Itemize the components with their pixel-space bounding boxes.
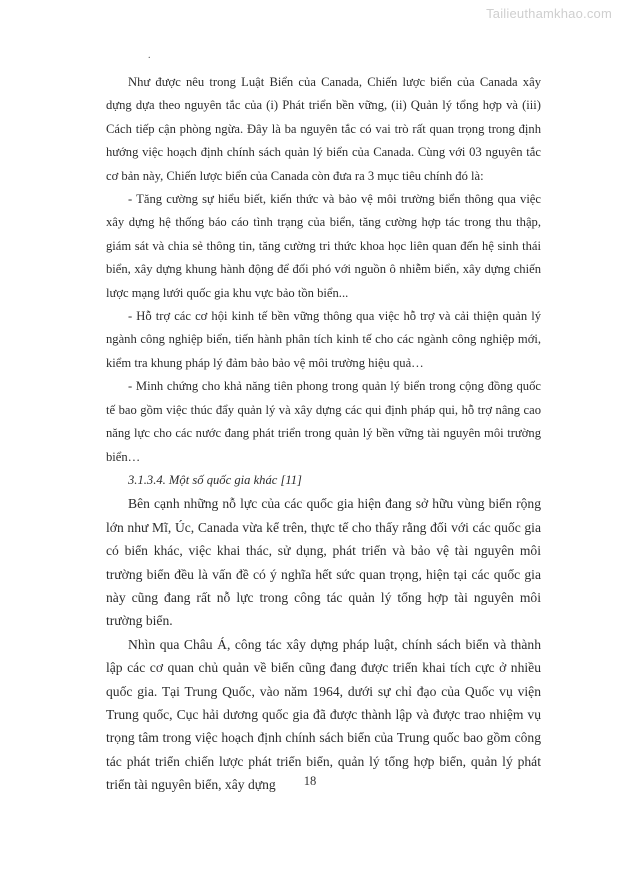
stray-mark: . (148, 50, 151, 61)
watermark-text: Tailieuthamkhao.com (486, 6, 612, 21)
bullet-economic-opportunities: - Hỗ trợ các cơ hội kinh tế bền vững thông qua việc hỗ trợ và cải thiện quản lý ngành công nghiệp biển, tiến hành phân tích kinh tế cho các ngành công nghiệp mới, kiểm tra khung pháp lý đảm bảo bảo vệ môi trường hiệu quả… (106, 309, 541, 370)
section-heading: 3.1.3.4. Một số quốc gia khác [11] (128, 472, 302, 487)
bullet-understanding: - Tăng cường sự hiểu biết, kiến thức và bảo vệ môi trường biển thông qua việc xây dựng hệ thống báo cáo tình trạng của biển, tăng cường hợp tác trong thu thập, giám sát và chia sẻ thông tin, tăng cường tri thức khoa học liên quan đến hệ sinh thái biển, xây dựng khung hành động để đối phó với nguồn ô nhiễm biển, xây dựng chiến lược mạng lưới quốc gia khu vực bảo tồn biển... (106, 192, 541, 300)
paragraph-canada-strategy: Như được nêu trong Luật Biển của Canada, Chiến lược biển của Canada xây dựng dựa theo nguyên tắc của (i) Phát triển bền vững, (ii) Quản lý tổng hợp và (iii) Cách tiếp cận phòng ngừa. Đây là ba nguyên tắc có vai trò rất quan trọng trong định hướng việc hoạch định chính sách quản lý biển của Canada. Cùng với 03 nguyên tắc cơ bản này, Chiến lược biển của Canada còn đưa ra 3 mục tiêu chính đó là: (106, 75, 541, 183)
paragraph-other-countries: Bên cạnh những nỗ lực của các quốc gia hiện đang sở hữu vùng biển rộng lớn như Mĩ, Úc, Canada vừa kể trên, thực tế cho thấy rằng đối với các quốc gia có biển khác, việc khai thác, sử dụng, phát triển và bảo vệ tài nguyên môi trường biển đều là vấn đề có ý nghĩa hết sức quan trọng, hiện tại các quốc gia này cũng đang rất nỗ lực trong công tác quản lý tổng hợp tài nguyên môi trường biển. (106, 496, 541, 629)
bullet-international-leadership: - Minh chứng cho khả năng tiên phong trong quản lý biển trong cộng đồng quốc tế bao gồm việc thúc đẩy quản lý và xây dựng các qui định pháp qui, hỗ trợ nâng cao năng lực cho các nước đang phát triển trong quản lý bền vững tài nguyên môi trường biển… (106, 379, 541, 464)
paragraph-asia-china: Nhìn qua Châu Á, công tác xây dựng pháp luật, chính sách biển và thành lập các cơ quan chủ quản về biển cũng đang được triển khai tích cực ở nhiều quốc gia. Tại Trung Quốc, vào năm 1964, dưới sự chỉ đạo của Quốc vụ viện Trung quốc, Cục hải dương quốc gia đã được thành lập và được trao nhiệm vụ trọng tâm trong việc hoạch định chính sách biển của Trung quốc bao gồm công tác phát triển chiến lược phát triển biển, quản lý tổng hợp biển, quản lý phát triển tài nguyên biển, xây dựng (106, 636, 541, 793)
document-body (106, 71, 541, 797)
page-number: 18 (303, 774, 317, 788)
